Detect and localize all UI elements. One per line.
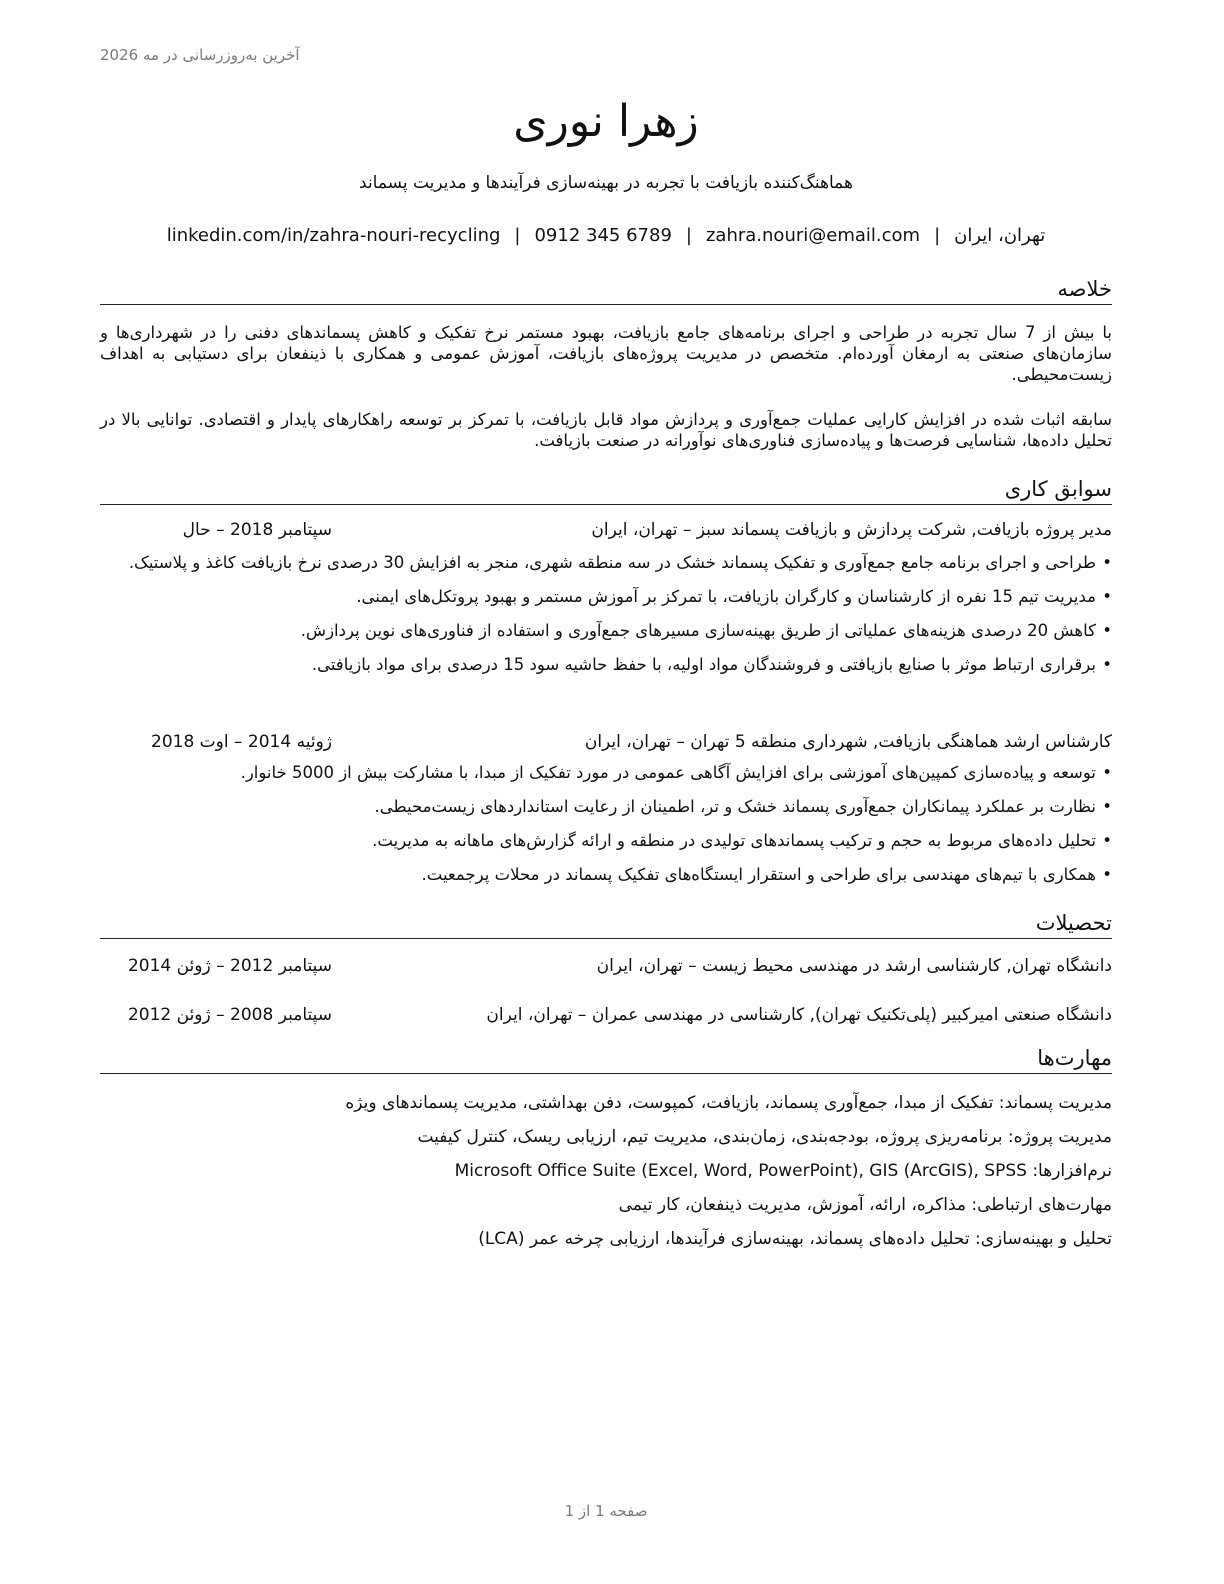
bullet-icon: • [1102, 553, 1112, 572]
bullet-item [100, 762, 1112, 783]
section-title-experience: سوابق کاری [100, 474, 1112, 505]
job-title: مدیر پروژه بازیافت, شرکت پردازش و بازیافت پسماند سبز – تهران، ایران [591, 520, 1112, 540]
bullet-item [100, 796, 1112, 817]
summary-paragraph: سابقه اثبات شده در افزایش کارایی عملیات جمع‌آوری و پردازش مواد قابل بازیافت، با تمرکز بر توسعه راهکارهای پایدار و اقتصادی. توانایی بالا در تحلیل داده‌ها، شناسایی فرصت‌ها و پیاده‌سازی فناوری‌های نوآورانه در صنعت بازیافت. [100, 410, 1112, 450]
contact-separator: | [934, 225, 941, 246]
education-row [100, 1002, 1112, 1028]
bullet-item [100, 552, 1112, 573]
bullet-icon: • [1102, 865, 1112, 884]
bullet-icon: • [1102, 621, 1112, 640]
bullet-icon: • [1102, 587, 1112, 606]
section-title-education: تحصیلات [100, 908, 1112, 939]
bullet-item [100, 830, 1112, 851]
bullet-icon: • [1102, 797, 1112, 816]
education-title: دانشگاه صنعتی امیرکبیر (پلی‌تکنیک تهران), کارشناسی در مهندسی عمران – تهران، ایران [486, 1005, 1112, 1025]
skill-item: مدیریت پروژه: برنامه‌ریزی پروژه، بودجه‌بندی، زمان‌بندی، مدیریت تیم، ارزیابی ریسک، کنترل کیفیت [417, 1127, 1112, 1147]
job-title: کارشناس ارشد هماهنگی بازیافت, شهرداری منطقه 5 تهران – تهران، ایران [584, 732, 1112, 752]
job-dates: سپتامبر 2018 – حال [182, 520, 332, 540]
contact-separator: | [685, 225, 692, 246]
bullet-text: تحلیل داده‌های مربوط به حجم و ترکیب پسماندهای تولیدی در منطقه و ارائه گزارش‌های ماهانه به مدیریت. [372, 831, 1096, 850]
skill-item: تحلیل و بهینه‌سازی: تحلیل داده‌های پسماند، بهینه‌سازی فرآیندها، ارزیابی چرخه عمر (LCA) [478, 1229, 1112, 1249]
bullet-text: نظارت بر عملکرد پیمانکاران جمع‌آوری پسماند خشک و تر، اطمینان از رعایت استانداردهای زیست‌محیطی. [374, 797, 1096, 816]
bullet-text: همکاری با تیم‌های مهندسی برای طراحی و استقرار ایستگاه‌های تفکیک پسماند در محلات پرجمعیت. [421, 865, 1096, 884]
bullet-text: طراحی و اجرای برنامه جامع جمع‌آوری و تفکیک پسماند خشک در سه منطقه شهری، منجر به افزایش 30 درصدی نرخ بازیافت کاغذ و پلاستیک. [128, 553, 1096, 572]
bullet-icon: • [1102, 763, 1112, 782]
contact-email[interactable]: zahra.nouri@email.com [705, 225, 921, 246]
skill-item: مهارت‌های ارتباطی: مذاکره، ارائه، آموزش، مدیریت ذینفعان، کار تیمی [618, 1195, 1112, 1215]
bullet-icon: • [1102, 831, 1112, 850]
candidate-name: زهرا نوری [513, 96, 699, 147]
section-title-summary: خلاصه [100, 274, 1112, 305]
summary-paragraph: با بیش از 7 سال تجربه در طراحی و اجرای برنامه‌های جامع بازیافت، بهبود مستمر نرخ تفکیک و کاهش پسماندهای دفنی را در شهرداری‌ها و سازمان‌های صنعتی به ارمغان آورده‌ام. متخصص در مدیریت پروژه‌های بازیافت، آموزش عمومی و همکاری با ذینفعان برای دستیابی به اهداف زیست‌محیطی. [100, 323, 1112, 384]
bullet-item [100, 586, 1112, 607]
job-bullets [100, 762, 1112, 898]
education-row [100, 953, 1112, 979]
job-header [100, 517, 1112, 543]
job-dates: ژوئیه 2014 – اوت 2018 [151, 732, 332, 752]
contact-location: تهران، ایران [954, 225, 1046, 246]
bullet-item [100, 864, 1112, 885]
bullet-text: برقراری ارتباط موثر با صنایع بازیافتی و فروشندگان مواد اولیه، با حفظ حاشیه سود 15 درصدی برای مواد بازیافتی. [311, 655, 1096, 674]
job-bullets [100, 552, 1112, 688]
bullet-icon: • [1102, 655, 1112, 674]
skills-list [100, 1086, 1112, 1256]
contact-linkedin[interactable]: linkedin.com/in/zahra-nouri-recycling [166, 225, 501, 246]
bullet-item [100, 654, 1112, 675]
bullet-text: کاهش 20 درصدی هزینه‌های عملیاتی از طریق بهینه‌سازی مسیرهای جمع‌آوری و استفاده از فناوری‌های نوین پردازش. [300, 621, 1096, 640]
contact-phone: 0912 345 6789 [534, 225, 672, 246]
bullet-text: مدیریت تیم 15 نفره از کارشناسان و کارگران بازیافت، با تمرکز بر آموزش مستمر و بهبود پروتکل‌های ایمنی. [356, 587, 1096, 606]
education-title: دانشگاه تهران, کارشناسی ارشد در مهندسی محیط زیست – تهران، ایران [596, 956, 1112, 976]
job-header [100, 729, 1112, 755]
education-dates: سپتامبر 2012 – ژوئن 2014 [127, 956, 332, 976]
resume-page [100, 0, 1112, 1584]
bullet-text: توسعه و پیاده‌سازی کمپین‌های آموزشی برای افزایش آگاهی عمومی در مورد تفکیک از مبدا، با مشارکت بیش از 5000 خانوار. [240, 763, 1096, 782]
section-title-skills: مهارت‌ها [100, 1043, 1112, 1074]
contact-line [100, 222, 1112, 250]
skill-item: نرم‌افزارها: Microsoft Office Suite (Excel, Word, PowerPoint), GIS (ArcGIS), SPSS [454, 1161, 1112, 1181]
contact-separator: | [514, 225, 521, 246]
page-number: صفحه 1 از 1 [564, 1502, 648, 1520]
skill-item: مدیریت پسماند: تفکیک از مبدا، جمع‌آوری پسماند، بازیافت، کمپوست، دفن بهداشتی، مدیریت پسماندهای ویژه [345, 1093, 1112, 1113]
last-updated: آخرین به‌روزرسانی در مه 2026 [100, 46, 300, 64]
bullet-item [100, 620, 1112, 641]
education-dates: سپتامبر 2008 – ژوئن 2012 [127, 1005, 332, 1025]
tagline: هماهنگ‌کننده بازیافت با تجربه در بهینه‌سازی فرآیندها و مدیریت پسماند [359, 173, 853, 193]
